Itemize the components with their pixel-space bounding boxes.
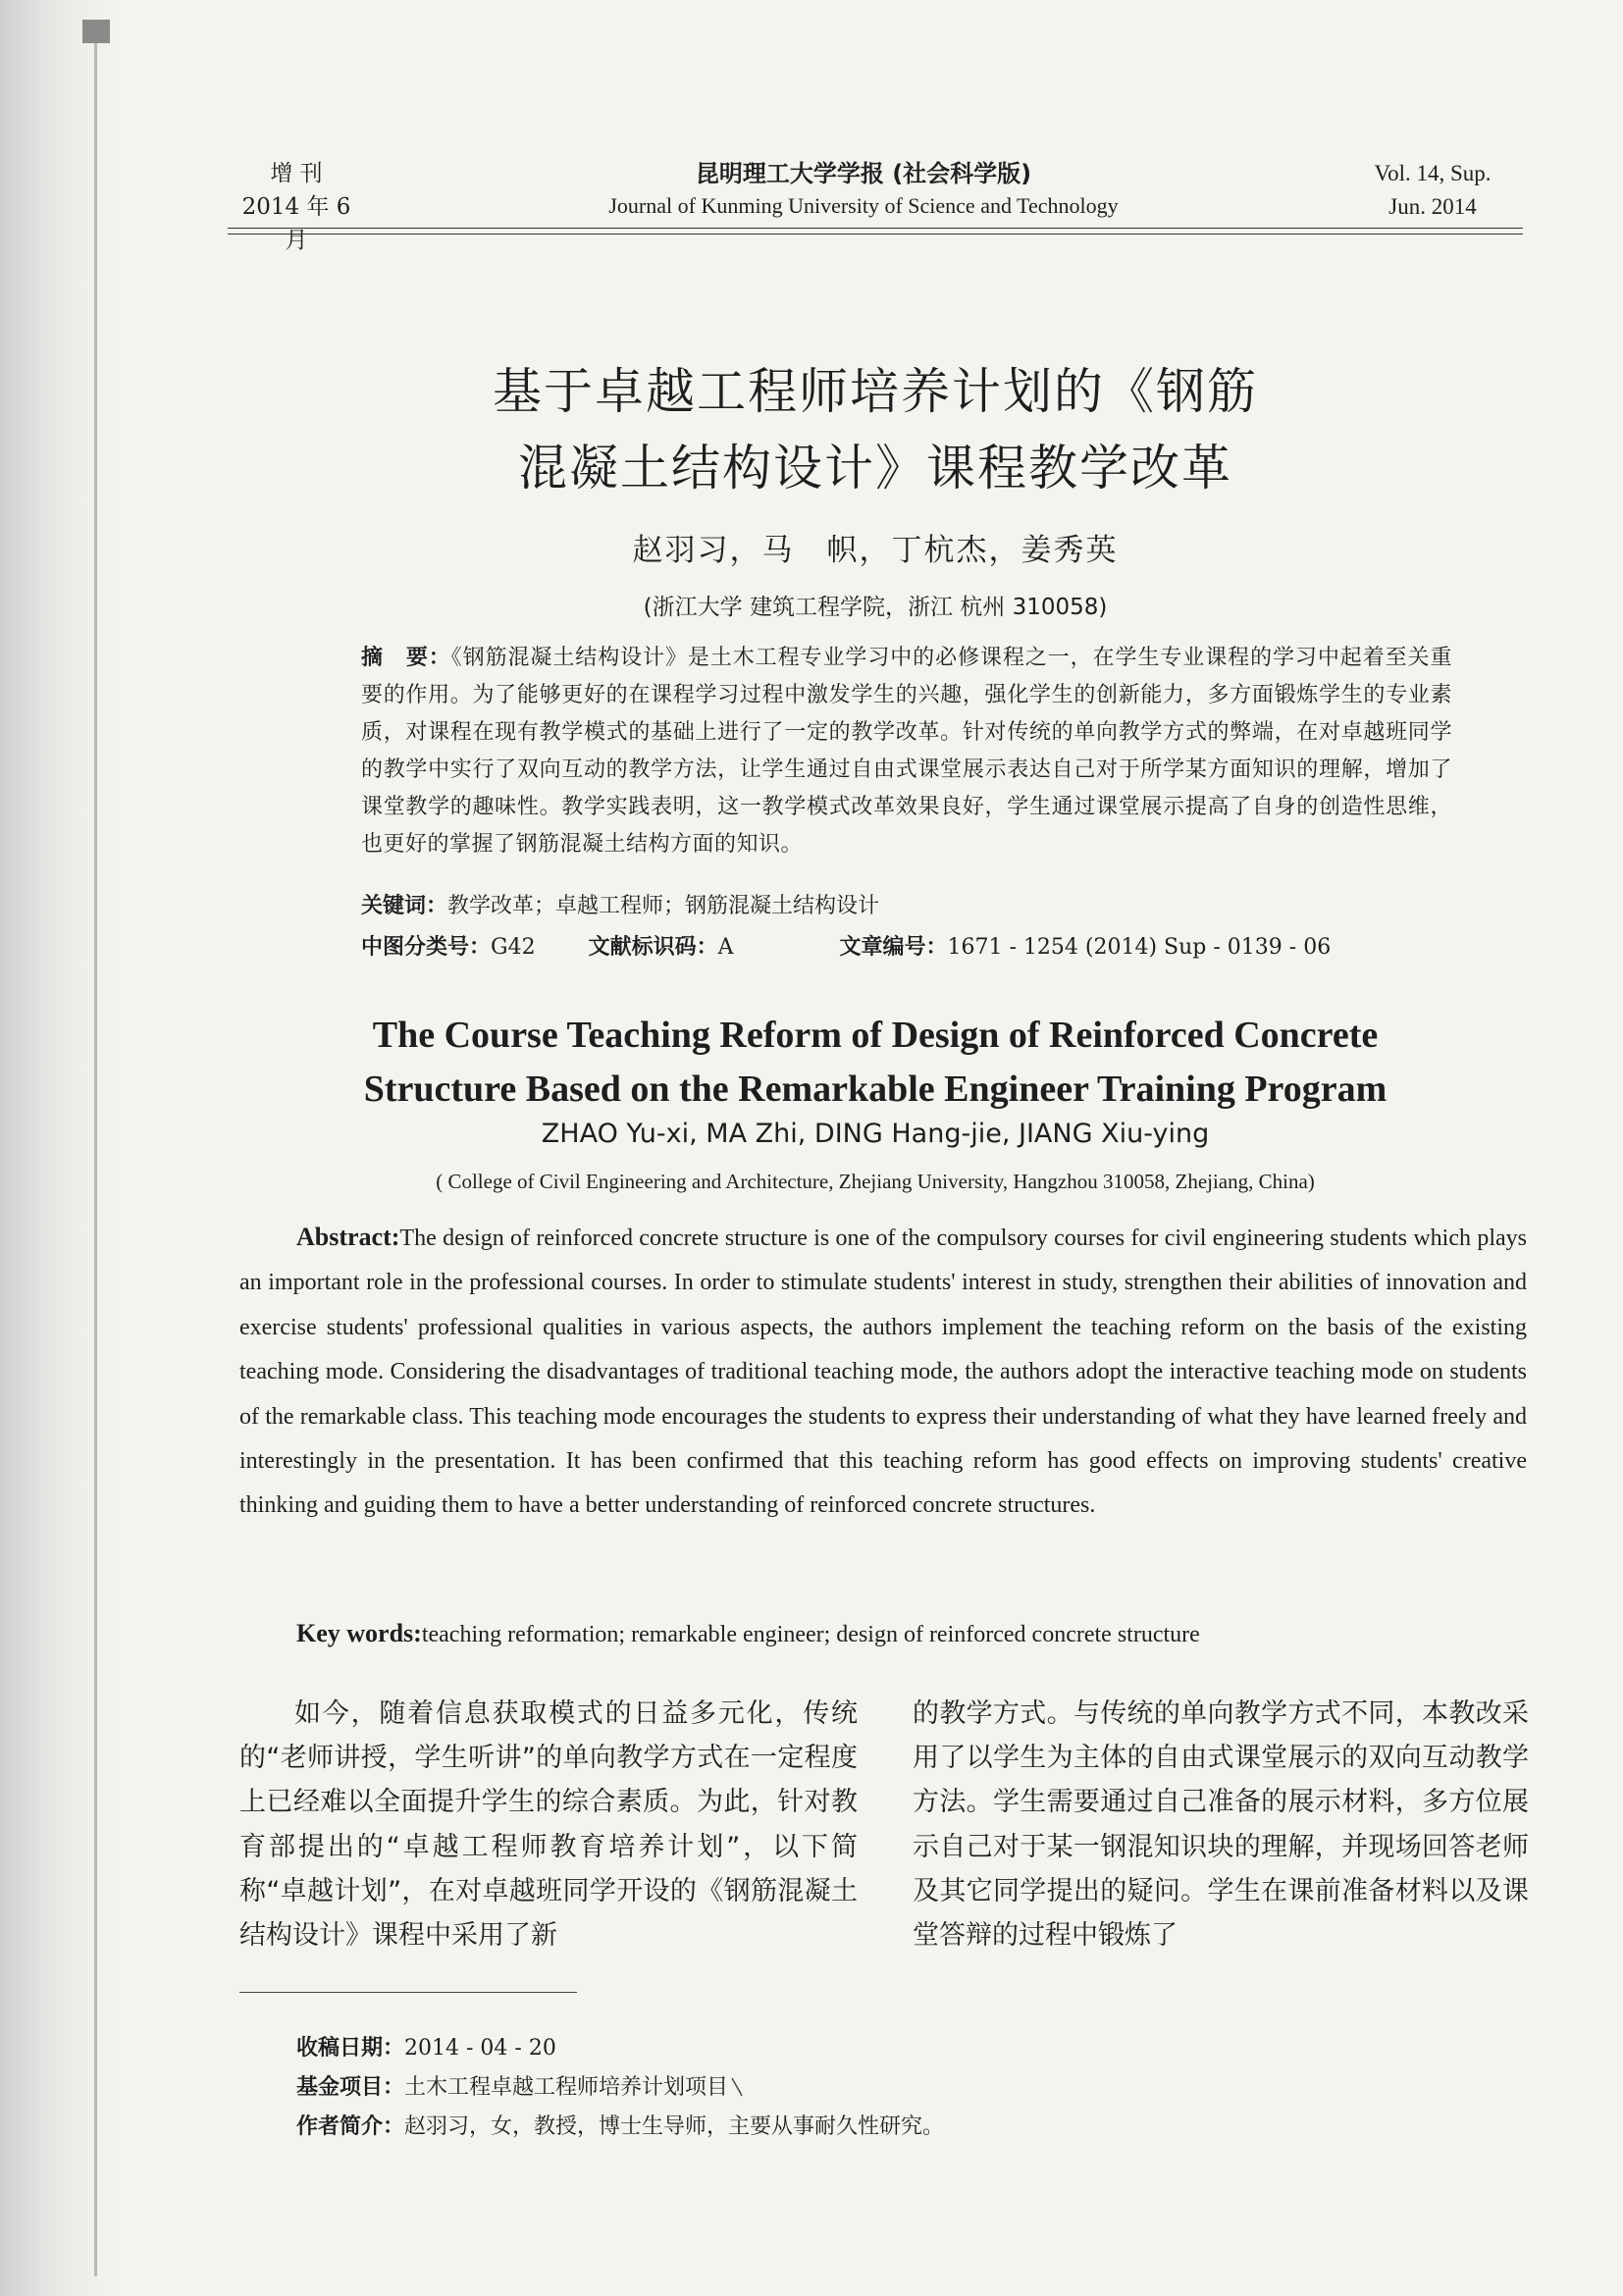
title-en-line2: Structure Based on the Remarkable Engineer Training Program bbox=[363, 1069, 1387, 1110]
title-cn-line1: 基于卓越工程师培养计划的《钢筋 bbox=[493, 363, 1258, 420]
clc-label: 中图分类号： bbox=[361, 935, 492, 960]
header-journal bbox=[550, 157, 1178, 222]
header-issue-date: 2014 年 6 月 bbox=[241, 194, 351, 253]
header-volume-date: Jun. 2014 bbox=[1388, 194, 1477, 219]
abstract-en-label: Abstract: bbox=[296, 1223, 400, 1251]
received-label: 收稿日期： bbox=[296, 2036, 405, 2061]
title-cn-line2: 混凝土结构设计》课程教学改革 bbox=[518, 440, 1232, 496]
abstract-en-text: The design of reinforced concrete structure is one of the compulsory courses for civil engineering students which plays an important role in the professional courses. In order to stimulate students' interest in study, strengthen their abilities of innovation and exercise students' professional qualities in various aspects, the authors implement the teaching reform on the basis of the existing teaching mode. Considering the disadvantages of traditional teaching mode, the authors adopt the interactive teaching mode on students of the remarkable class. This teaching mode encourages the students to express their understanding of what they have learned freely and interestingly in the presentation. It has been confirmed that this teaching reform has good effects on improving students' creative thinking and guiding them to have a better understanding of reinforced concrete structures. bbox=[239, 1226, 1527, 1519]
article-number-label: 文章编号： bbox=[839, 935, 948, 960]
abstract-cn-text: 《钢筋混凝土结构设计》是土木工程专业学习中的必修课程之一，在学生专业课程的学习中起着至关重要的作用。为了能够更好的在课程学习过程中激发学生的兴趣，强化学生的创新能力，多方面锻炼学生的专业素质，对课程在现有教学模式的基础上进行了一定的教学改革。针对传统的单向教学方式的弊端，在对卓越班同学的教学中实行了双向互动的教学方法，让学生通过自由式课堂展示表达自己对于所学某方面知识的理解，增加了课堂教学的趣味性。教学实践表明，这一教学模式改革效果良好，学生通过课堂展示提高了自身的创造性思维，也更好的掌握了钢筋混凝土结构方面的知识。 bbox=[361, 646, 1452, 857]
scan-binding-notch bbox=[82, 20, 110, 43]
abstract-cn-label: 摘 要： bbox=[361, 646, 451, 670]
header-rule bbox=[228, 228, 1523, 235]
affiliation-cn: (浙江大学 建筑工程学院，浙江 杭州 310058) bbox=[643, 595, 1108, 620]
article-number-value: 1671 - 1254 (2014) Sup - 0139 - 06 bbox=[947, 935, 1332, 960]
keywords-cn bbox=[361, 889, 1452, 919]
classification-row bbox=[361, 930, 1452, 961]
header-issue bbox=[228, 157, 365, 257]
keywords-en bbox=[296, 1619, 1523, 1648]
title-en bbox=[228, 1009, 1523, 1117]
keywords-cn-text: 教学改革；卓越工程师；钢筋混凝土结构设计 bbox=[447, 894, 880, 918]
keywords-en-text: teaching reformation; remarkable engineer; design of reinforced concrete structure bbox=[421, 1622, 1200, 1647]
clc-value: G42 bbox=[491, 935, 536, 960]
authors-en: ZHAO Yu-xi, MA Zhi, DING Hang-jie, JIANG Xiu-ying bbox=[541, 1119, 1210, 1149]
footnote-author bbox=[296, 2110, 1376, 2140]
title-cn bbox=[228, 353, 1523, 506]
doc-code-value: A bbox=[717, 935, 734, 960]
affiliation-en: ( College of Civil Engineering and Architecture, Zhejiang University, Hangzhou 310058, Zhejiang, China) bbox=[436, 1170, 1315, 1193]
scan-binding-line bbox=[94, 20, 97, 2276]
fund-label: 基金项目： bbox=[296, 2075, 405, 2100]
title-en-line1: The Course Teaching Reform of Design of Reinforced Concrete bbox=[372, 1015, 1379, 1056]
keywords-cn-label: 关键词： bbox=[361, 894, 448, 918]
header-issue-label: 增 刊 bbox=[270, 161, 323, 186]
header-volume-number: Vol. 14, Sup. bbox=[1374, 161, 1492, 185]
abstract-cn bbox=[361, 640, 1452, 863]
footnote-rule bbox=[239, 1992, 577, 1993]
footnote-received bbox=[296, 2031, 1376, 2061]
abstract-en bbox=[239, 1215, 1527, 1529]
received-value: 2014 - 04 - 20 bbox=[404, 2036, 556, 2061]
fund-value: 土木工程卓越工程师培养计划项目 bbox=[404, 2075, 729, 2100]
header-journal-en: Journal of Kunming University of Science and Technology bbox=[608, 193, 1119, 218]
body-column-left: 如今，随着信息获取模式的日益多元化，传统的“老师讲授，学生听讲”的单向教学方式在一定程度上已经难以全面提升学生的综合素质。为此，针对教育部提出的“卓越工程师教育培养计划”，以下简称“卓越计划”，在对卓越班同学开设的《钢筋混凝土结构设计》课程中采用了新 bbox=[239, 1698, 858, 1952]
footnote-fund bbox=[296, 2070, 1376, 2101]
authors-cn: 赵羽习，马 帜，丁杭杰，姜秀英 bbox=[632, 533, 1119, 568]
header-volume bbox=[1315, 157, 1550, 224]
author-bio-value: 赵羽习，女，教授，博士生导师，主要从事耐久性研究。 bbox=[404, 2114, 945, 2139]
handwritten-mark-icon bbox=[730, 2076, 744, 2098]
doc-code-label: 文献标识码： bbox=[588, 935, 718, 960]
scan-edge-shadow bbox=[0, 0, 118, 2296]
author-bio-label: 作者简介： bbox=[296, 2114, 405, 2139]
body-column-right: 的教学方式。与传统的单向教学方式不同，本教改采用了以学生为主体的自由式课堂展示的双向互动教学方法。学生需要通过自己准备的展示材料，多方位展示自己对于某一钢混知识块的理解，并现场回答老师及其它同学提出的疑问。学生在课前准备材料以及课堂答辩的过程中锻炼了 bbox=[913, 1698, 1529, 1952]
header-journal-cn: 昆明理工大学学报 (社会科学版) bbox=[695, 160, 1032, 187]
keywords-en-label: Key words: bbox=[296, 1619, 422, 1647]
